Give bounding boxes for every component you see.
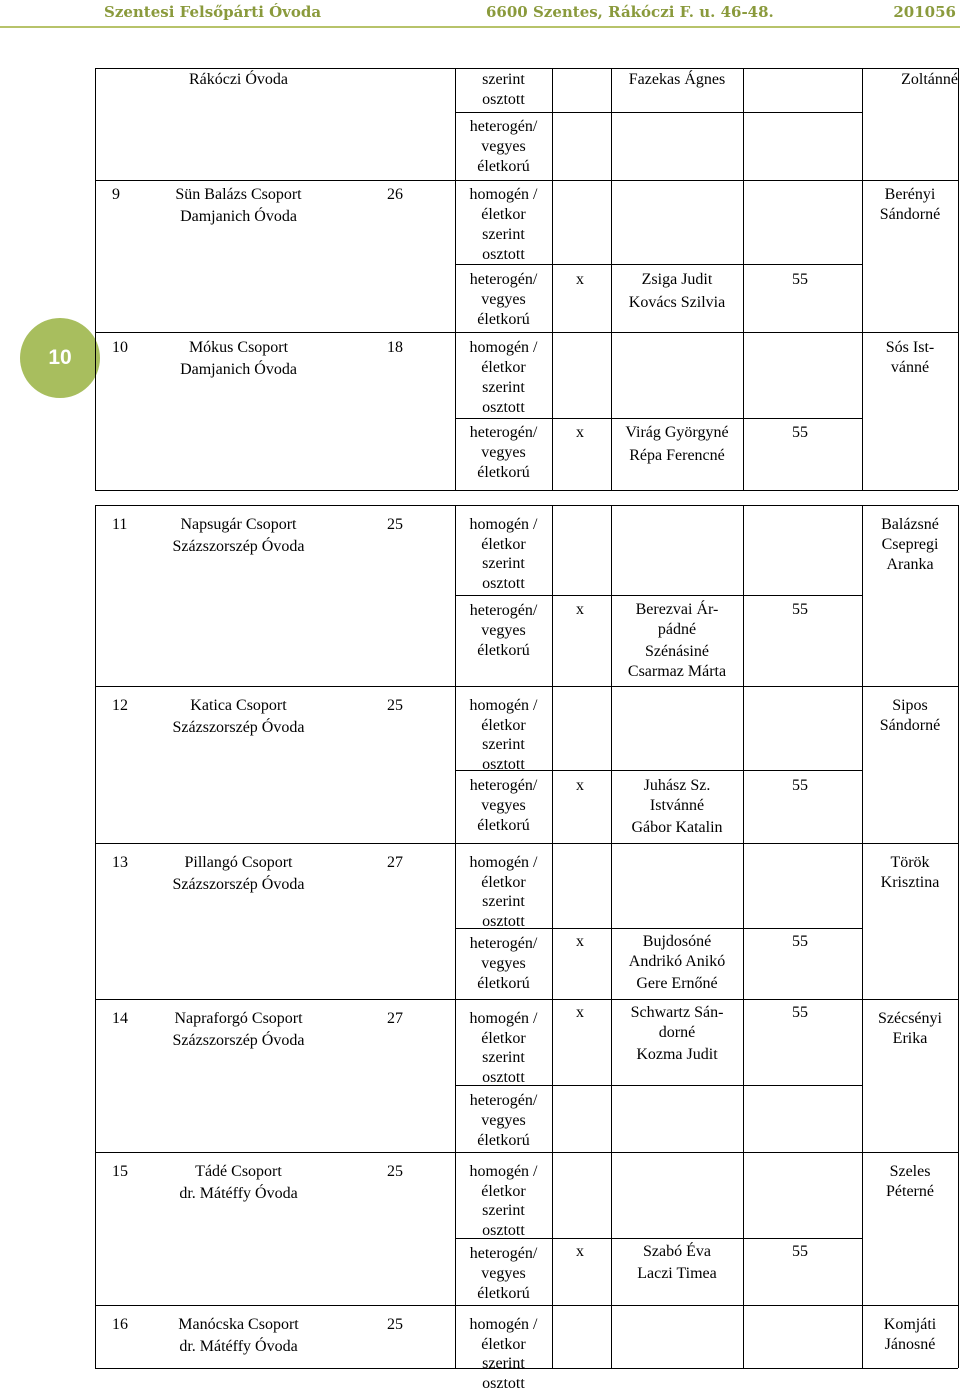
group-type-label: osztott [482, 399, 525, 416]
group-type-label: homogén / [469, 516, 538, 533]
group-type-label: osztott [482, 1374, 525, 1392]
group-type-label: életkorú [477, 1132, 530, 1149]
header-institution: Szentesi Felsőpárti Óvoda [104, 3, 322, 21]
capacity: 55 [792, 424, 808, 441]
group-type-label: életkor [481, 1029, 526, 1047]
group-type-label: szerint [482, 1355, 525, 1372]
group-number: 10 [112, 339, 128, 356]
leader-name: Erika [892, 1030, 928, 1047]
leader-name: Berényi [884, 186, 936, 203]
x-mark: x [576, 777, 584, 794]
group-number: 15 [112, 1163, 128, 1180]
group-number: 16 [112, 1316, 128, 1333]
group-type-label: életkor [481, 535, 526, 553]
teacher-name: Répa Ferencné [629, 447, 725, 464]
page-number-badge: 10 [20, 318, 100, 398]
type-row-separator [455, 418, 862, 419]
group-type-label: vegyes [481, 622, 526, 639]
table-vline [95, 505, 96, 1368]
header-rule [0, 26, 960, 28]
child-count: 25 [387, 697, 403, 714]
leader-name: Péterné [886, 1183, 934, 1200]
leader-name: Sándorné [879, 717, 941, 734]
group-row-separator [95, 1305, 455, 1306]
teacher-name: Virág Györgyné [625, 424, 729, 441]
leader-separator [862, 332, 958, 333]
group-type-label: osztott [482, 1068, 525, 1086]
capacity: 55 [792, 777, 808, 794]
kindergarten-name: Damjanich Óvoda [180, 208, 297, 225]
leader-name: Szécsényi [878, 1010, 942, 1027]
type-row-separator [455, 332, 862, 333]
group-number: 13 [112, 854, 128, 871]
table-vline [862, 68, 863, 490]
group-number: 11 [112, 516, 128, 533]
group-type-label: homogén / [469, 697, 538, 714]
teacher-name: Zsiga Judit [641, 271, 713, 288]
leader-name: Balázsné [881, 516, 939, 533]
child-count: 26 [387, 186, 403, 203]
group-type-label: életkorú [477, 817, 530, 834]
group-type-label: heterogén/ [469, 271, 538, 288]
group-type-label: homogén / [469, 1163, 538, 1180]
table-vline [958, 505, 959, 1368]
group-name: Mókus Csoport [188, 339, 289, 356]
capacity: 55 [792, 271, 808, 288]
group-type-label: vegyes [481, 138, 526, 155]
group-type-label: életkor [481, 206, 526, 223]
leader-separator [862, 1152, 958, 1153]
group-type-label: vegyes [481, 797, 526, 814]
group-type-label: osztott [482, 574, 525, 592]
group-type-label: homogén / [469, 854, 538, 871]
x-mark: x [576, 601, 584, 618]
group-type-label: életkorú [477, 1285, 530, 1302]
kindergarten-name: Damjanich Óvoda [180, 361, 297, 378]
group-type-label: szerint [482, 226, 525, 243]
group-type-label: homogén / [469, 339, 538, 356]
teacher-name: Gábor Katalin [631, 819, 723, 836]
group-type-label: osztott [482, 755, 525, 773]
group-type-label: vegyes [481, 291, 526, 308]
page-header [0, 0, 960, 26]
group-name: Napraforgó Csoport [174, 1010, 303, 1027]
teacher-name: Kozma Judit [636, 1046, 718, 1063]
group-type-label: heterogén/ [469, 602, 538, 619]
group-row-separator [95, 332, 455, 333]
group-type-label: szerint [482, 1049, 525, 1066]
x-mark: x [576, 933, 584, 950]
leader-name: Aranka [886, 556, 934, 573]
group-type-label: életkorú [477, 642, 530, 659]
capacity: 55 [792, 601, 808, 618]
group-number: 14 [112, 1010, 128, 1027]
leader-name: Török [890, 854, 930, 871]
type-row-separator [455, 180, 862, 181]
group-type-label: szerint [482, 379, 525, 396]
leader-separator [862, 999, 958, 1000]
group-type-label: életkorú [477, 158, 530, 175]
leader-name: Sós Ist- [885, 339, 935, 356]
group-name: Manócska Csoport [178, 1316, 299, 1333]
leader-separator [862, 686, 958, 687]
teacher-name: dorné [658, 1024, 696, 1041]
leader-name: Sándorné [879, 206, 941, 223]
leader-name: Komjáti [883, 1316, 937, 1333]
teacher-name: Andrikó Anikó [628, 953, 726, 970]
teacher-name: Istvánné [649, 797, 705, 814]
table-section-border [95, 505, 958, 506]
group-type-label: szerint [482, 736, 525, 753]
group-type-label: osztott [482, 1221, 525, 1239]
group-name: Pillangó Csoport [184, 854, 293, 871]
table-vline [862, 505, 863, 1368]
x-mark: x [576, 424, 584, 441]
group-name: Katica Csoport [190, 697, 287, 714]
group-type-label: életkor [481, 1335, 526, 1353]
table-vline [552, 68, 553, 490]
group-type-label: vegyes [481, 1265, 526, 1282]
group-type-label: vegyes [481, 1112, 526, 1129]
leader-name: Szeles [889, 1163, 931, 1180]
group-type-label: szerint [482, 1202, 525, 1219]
group-type-label: osztott [482, 912, 525, 930]
child-count: 27 [387, 1010, 403, 1027]
teacher-name: Gere Ernőné [636, 975, 718, 992]
leader-name: Krisztina [880, 874, 940, 891]
teacher-name: Kovács Szilvia [628, 294, 726, 311]
capacity: 55 [792, 933, 808, 950]
group-type-label: életkor [481, 716, 526, 734]
group-type-label: heterogén/ [469, 424, 538, 441]
type-row-separator [455, 1305, 862, 1306]
group-row-separator [95, 999, 455, 1000]
teacher-name: Bujdosóné [642, 933, 712, 950]
group-type-label: szerint [482, 71, 525, 88]
group-row-separator [95, 843, 455, 844]
group-type-label: életkor [481, 359, 526, 376]
group-name: Sün Balázs Csoport [175, 186, 302, 203]
child-count: 25 [387, 1163, 403, 1180]
group-type-label: osztott [482, 246, 525, 263]
group-type-label: homogén / [469, 186, 538, 203]
group-type-label: vegyes [481, 955, 526, 972]
group-type-label: szerint [482, 555, 525, 572]
teacher-name: Szabó Éva [643, 1243, 711, 1260]
table-section-border [95, 490, 958, 491]
leader-name: Zoltánné [901, 71, 958, 88]
table-vline [743, 68, 744, 490]
kindergarten-name: Százszorszép Óvoda [172, 1032, 305, 1049]
leader-name: Csepregi [881, 536, 939, 553]
x-mark: x [576, 1243, 584, 1260]
group-type-label: heterogén/ [469, 1092, 538, 1109]
kindergarten-name: Százszorszép Óvoda [172, 538, 305, 555]
group-type-label: szerint [482, 893, 525, 910]
leader-separator [862, 1305, 958, 1306]
kindergarten-name: dr. Mátéffy Óvoda [179, 1338, 298, 1355]
leader-name: vánné [890, 359, 930, 376]
table-vline [95, 68, 96, 490]
group-row-separator [95, 1152, 455, 1153]
header-address: 6600 Szentes, Rákóczi F. u. 46-48. [486, 3, 774, 21]
type-row-separator [455, 595, 862, 596]
group-type-label: heterogén/ [469, 935, 538, 952]
kindergarten-name: Százszorszép Óvoda [172, 719, 305, 736]
table-vline [958, 68, 959, 490]
group-type-label: életkorú [477, 311, 530, 328]
group-name: Napsugár Csoport [180, 516, 297, 533]
teacher-name: Juhász Sz. [643, 777, 711, 794]
group-type-label: életkorú [477, 975, 530, 992]
group-type-label: heterogén/ [469, 777, 538, 794]
teacher-name: Laczi Timea [637, 1265, 717, 1282]
teacher-name: Fazekas Ágnes [628, 71, 726, 88]
teacher-name: Schwartz Sán- [630, 1004, 724, 1021]
type-row-separator [455, 999, 862, 1000]
type-row-separator [455, 843, 862, 844]
group-type-label: életkor [481, 1182, 526, 1200]
type-row-separator [455, 112, 862, 113]
group-number: 12 [112, 697, 128, 714]
leader-separator [862, 843, 958, 844]
teacher-name: Berezvai Ár- [635, 601, 719, 618]
group-name: Tádé Csoport [195, 1163, 282, 1180]
group-type-label: homogén / [469, 1010, 538, 1027]
group-type-label: életkor [481, 873, 526, 891]
type-row-separator [455, 1152, 862, 1153]
group-type-label: életkorú [477, 464, 530, 481]
x-mark: x [576, 1004, 584, 1021]
group-type-label: vegyes [481, 444, 526, 461]
x-mark: x [576, 271, 584, 288]
group-type-label: heterogén/ [469, 1245, 538, 1262]
group-row-separator [95, 686, 455, 687]
group-type-label: heterogén/ [469, 118, 538, 135]
leader-name: Sipos [892, 697, 928, 714]
child-count: 25 [387, 1316, 403, 1333]
group-number: 9 [112, 186, 120, 203]
table-top-border [95, 68, 958, 69]
group-row-separator [95, 180, 455, 181]
type-row-separator [455, 686, 862, 687]
kindergarten-name: dr. Mátéffy Óvoda [179, 1185, 298, 1202]
leader-separator [862, 180, 958, 181]
group-type-label: homogén / [469, 1316, 538, 1333]
leader-name: Jánosné [884, 1336, 936, 1353]
teacher-name: pádné [657, 621, 697, 638]
teacher-name: Szénásiné [645, 643, 709, 660]
child-count: 25 [387, 516, 403, 533]
kindergarten-name: Rákóczi Óvoda [188, 71, 289, 88]
capacity: 55 [792, 1243, 808, 1260]
kindergarten-name: Százszorszép Óvoda [172, 876, 305, 893]
child-count: 18 [387, 339, 403, 356]
teacher-name: Csarmaz Márta [627, 663, 727, 680]
child-count: 27 [387, 854, 403, 871]
header-id: 201056 [893, 3, 956, 21]
group-type-label: osztott [482, 91, 525, 108]
capacity: 55 [792, 1004, 808, 1021]
